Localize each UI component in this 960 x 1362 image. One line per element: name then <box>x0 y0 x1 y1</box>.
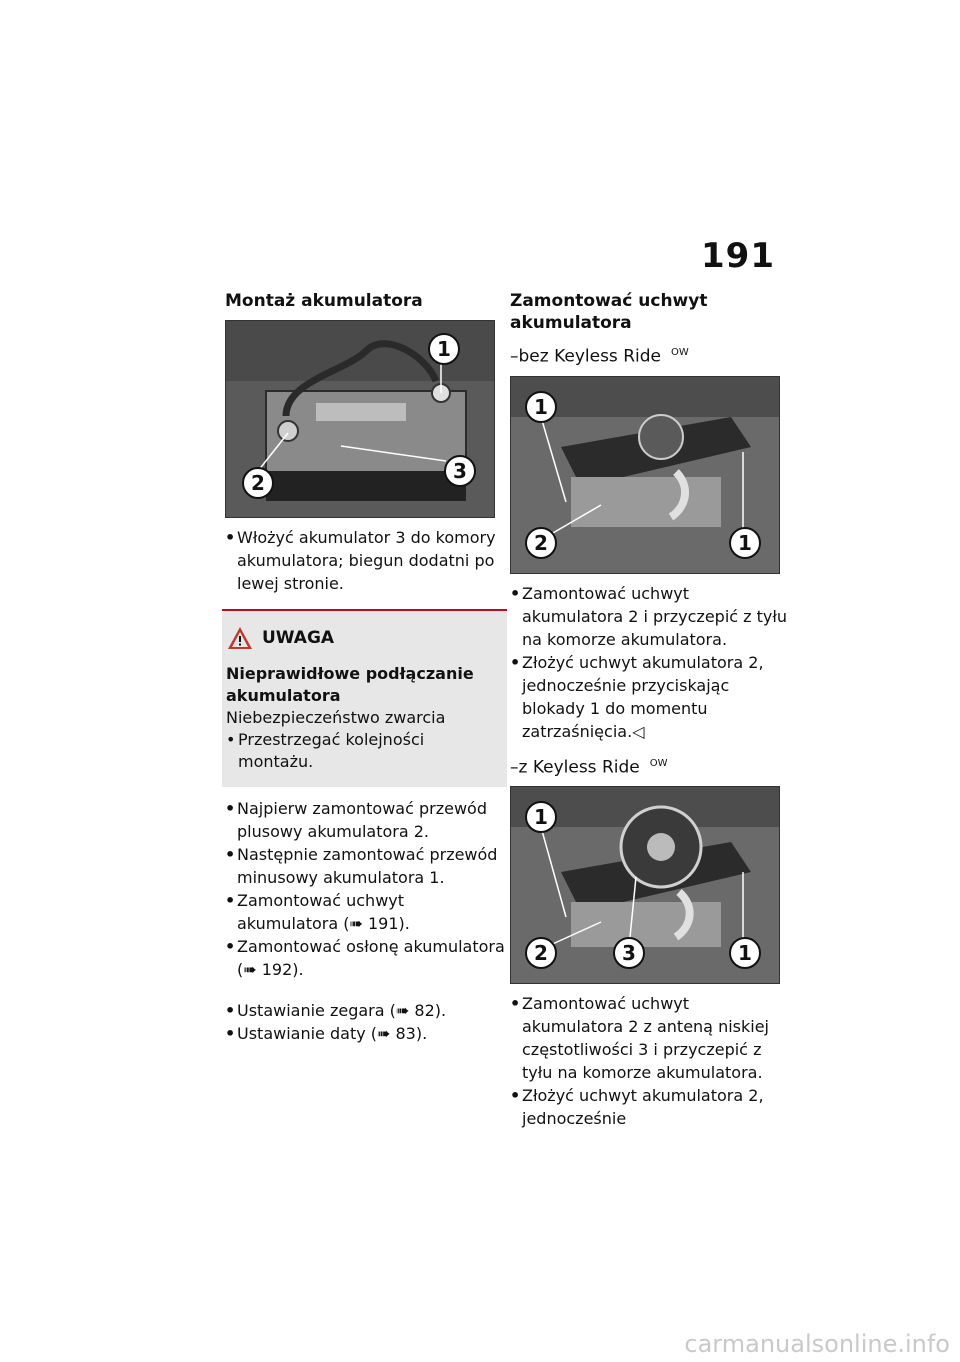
section-title-battery-install: Montaż akumulatora <box>225 291 423 311</box>
svg-text:2: 2 <box>534 941 548 966</box>
settings-step-list <box>225 999 507 1045</box>
callout-3 <box>445 456 475 486</box>
callout-1-right <box>730 938 760 968</box>
svg-text:1: 1 <box>437 337 451 361</box>
left-column <box>225 290 507 1045</box>
svg-text:1: 1 <box>534 394 548 419</box>
svg-text:2: 2 <box>251 471 265 495</box>
battery-illustration <box>226 321 494 517</box>
right-column <box>510 290 792 1130</box>
step-mount-holder-rear: • Zamontować uchwyt akumulatora 2 i przyczepić z tyłu na komorze akumulatora. <box>510 582 792 651</box>
warning-bullets <box>226 729 497 773</box>
warning-triangle-icon <box>226 625 254 651</box>
warning-header <box>226 625 497 651</box>
step-plus-cable: • Najpierw zamontować przewód plusowy akumulatora 2. <box>225 797 507 843</box>
insert-step-list <box>225 526 507 595</box>
watermark: carmanualsonline.info <box>684 1330 950 1358</box>
step-mount-holder: • Zamontować uchwyt akumulatora (➠ 191). <box>225 889 507 935</box>
svg-text:1: 1 <box>534 805 548 830</box>
step-set-clock: • Ustawianie zegara (➠ 82). <box>225 999 507 1022</box>
warning-bullet: • Przestrzegać kolejności montażu. <box>226 729 497 773</box>
step-fold-holder: • Złożyć uchwyt akumulatora 2, jednocześnie przyciskając blokady 1 do momentu zatrzaśnięcia.◁ <box>510 651 792 743</box>
callout-2 <box>243 468 273 498</box>
callout-1 <box>429 334 459 364</box>
svg-text:2: 2 <box>534 530 548 555</box>
holder-illustration-1 <box>511 377 779 573</box>
callout-3 <box>614 938 644 968</box>
page-number: 191 <box>701 236 775 276</box>
step-insert-battery: • Włożyć akumulator 3 do komory akumulatora; biegun dodatni po lewej stronie. <box>225 526 507 595</box>
holder-illustration-2 <box>511 787 779 983</box>
svg-text:1: 1 <box>738 530 752 555</box>
warning-text: Niebezpieczeństwo zwarcia <box>226 708 446 727</box>
step-fold-holder-2: • Złożyć uchwyt akumulatora 2, jednocześnie <box>510 1084 792 1130</box>
step-mount-holder-antenna: • Zamontować uchwyt akumulatora 2 z anteną niskiej częstotliwości 3 i przyczepić z tyłu na komorze akumulatora. <box>510 992 792 1084</box>
callout-1 <box>526 392 556 422</box>
holder-figure-keyless <box>510 786 780 984</box>
section-title-holder: Zamontować uchwyt akumulatora <box>510 291 708 333</box>
warning-subtitle: Nieprawidłowe podłączanie akumulatora <box>226 664 474 705</box>
svg-text:1: 1 <box>738 941 752 966</box>
step-set-date: • Ustawianie daty (➠ 83). <box>225 1022 507 1045</box>
callout-1 <box>526 802 556 832</box>
step-minus-cable: • Następnie zamontować przewód minusowy akumulatora 1. <box>225 843 507 889</box>
condition-with-keyless: –z Keyless Ride $^{OW}$ <box>510 757 668 778</box>
holder-steps-1 <box>510 582 792 743</box>
svg-text:3: 3 <box>622 941 636 966</box>
condition-without-keyless: –bez Keyless Ride $^{OW}$ <box>510 346 689 367</box>
holder-steps-2 <box>510 992 792 1130</box>
battery-figure <box>225 320 495 518</box>
step-mount-cover: • Zamontować osłonę akumulatora (➠ 192). <box>225 935 507 981</box>
callout-2 <box>526 938 556 968</box>
holder-figure-no-keyless <box>510 376 780 574</box>
warning-label: UWAGA <box>262 628 335 648</box>
callout-1-right <box>730 528 760 558</box>
svg-text:3: 3 <box>453 459 467 483</box>
warning-box <box>222 609 507 787</box>
cable-step-list <box>225 797 507 981</box>
callout-2 <box>526 528 556 558</box>
